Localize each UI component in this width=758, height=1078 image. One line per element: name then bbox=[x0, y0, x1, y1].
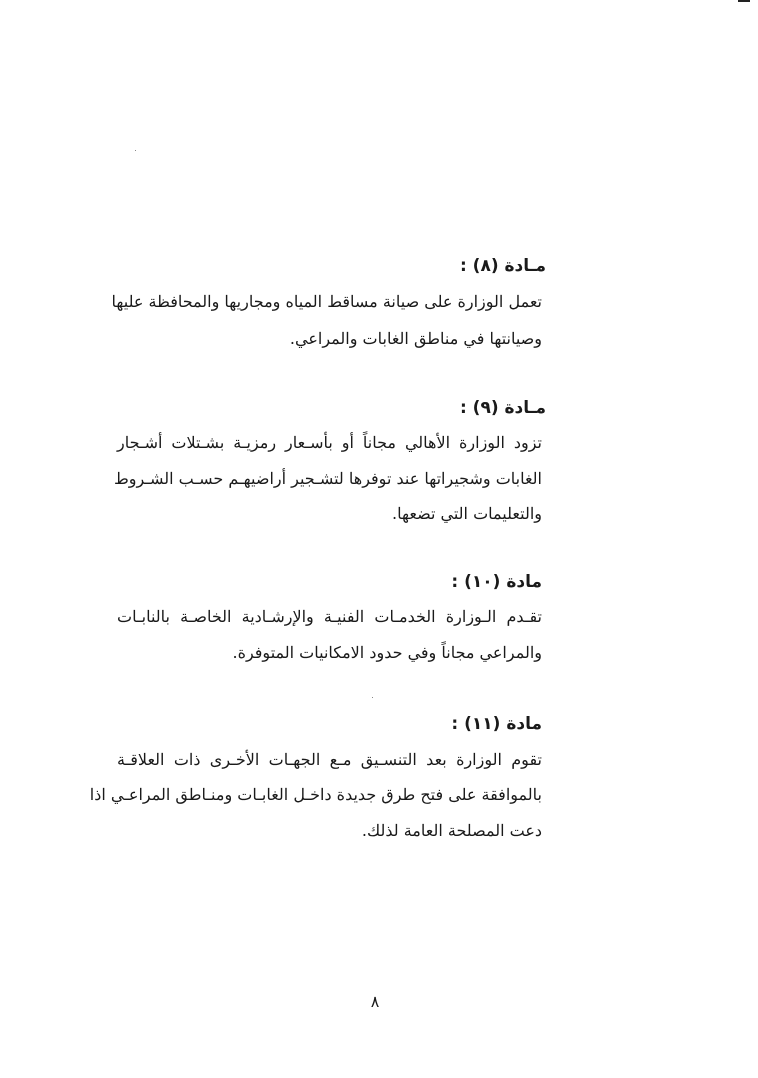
scan-speck bbox=[135, 150, 136, 151]
page-number: ٨ bbox=[370, 992, 380, 1011]
scan-corner-mark bbox=[738, 0, 750, 2]
article-11-line-2: بالموافقة على فتح طرق جديدة داخـل الغابـات ومنـاطق المراعـي اذا bbox=[89, 785, 542, 804]
article-11-line-1: تقوم الوزارة بعد التنسـيق مـع الجهـات الأخـرى ذات العلاقـة bbox=[117, 750, 542, 769]
article-9-line-3: والتعليمات التي تضعها. bbox=[392, 504, 542, 523]
article-8-line-1: تعمل الوزارة على صيانة مساقط المياه ومجاريها والمحافظة عليها bbox=[111, 292, 542, 311]
article-10-line-2: والمراعي مجاناً وفي حدود الامكانيات المتوفرة. bbox=[232, 643, 542, 662]
article-10-line-1: تقـدم الـوزارة الخدمـات الفنيـة والإرشـادية الخاصـة بالنابـات bbox=[117, 607, 542, 626]
article-9-line-1: تزود الوزارة الأهالي مجاناً أو بأسـعار رمزيـة بشـتلات أشـجار bbox=[117, 433, 542, 452]
article-11-heading: مادة (١١) : bbox=[451, 714, 542, 734]
article-9-heading: مـادة (٩) : bbox=[459, 398, 546, 418]
article-11-line-3: دعت المصلحة العامة لذلك. bbox=[361, 821, 542, 840]
article-9-line-2: الغابات وشجيراتها عند توفرها لتشـجير أراضيهـم حسـب الشـروط bbox=[113, 469, 542, 488]
article-8-heading: مـادة (٨) : bbox=[459, 256, 546, 276]
article-10-heading: مادة (١٠) : bbox=[451, 572, 542, 592]
scan-speck bbox=[372, 697, 373, 698]
article-8-line-2: وصيانتها في مناطق الغابات والمراعي. bbox=[289, 329, 542, 348]
